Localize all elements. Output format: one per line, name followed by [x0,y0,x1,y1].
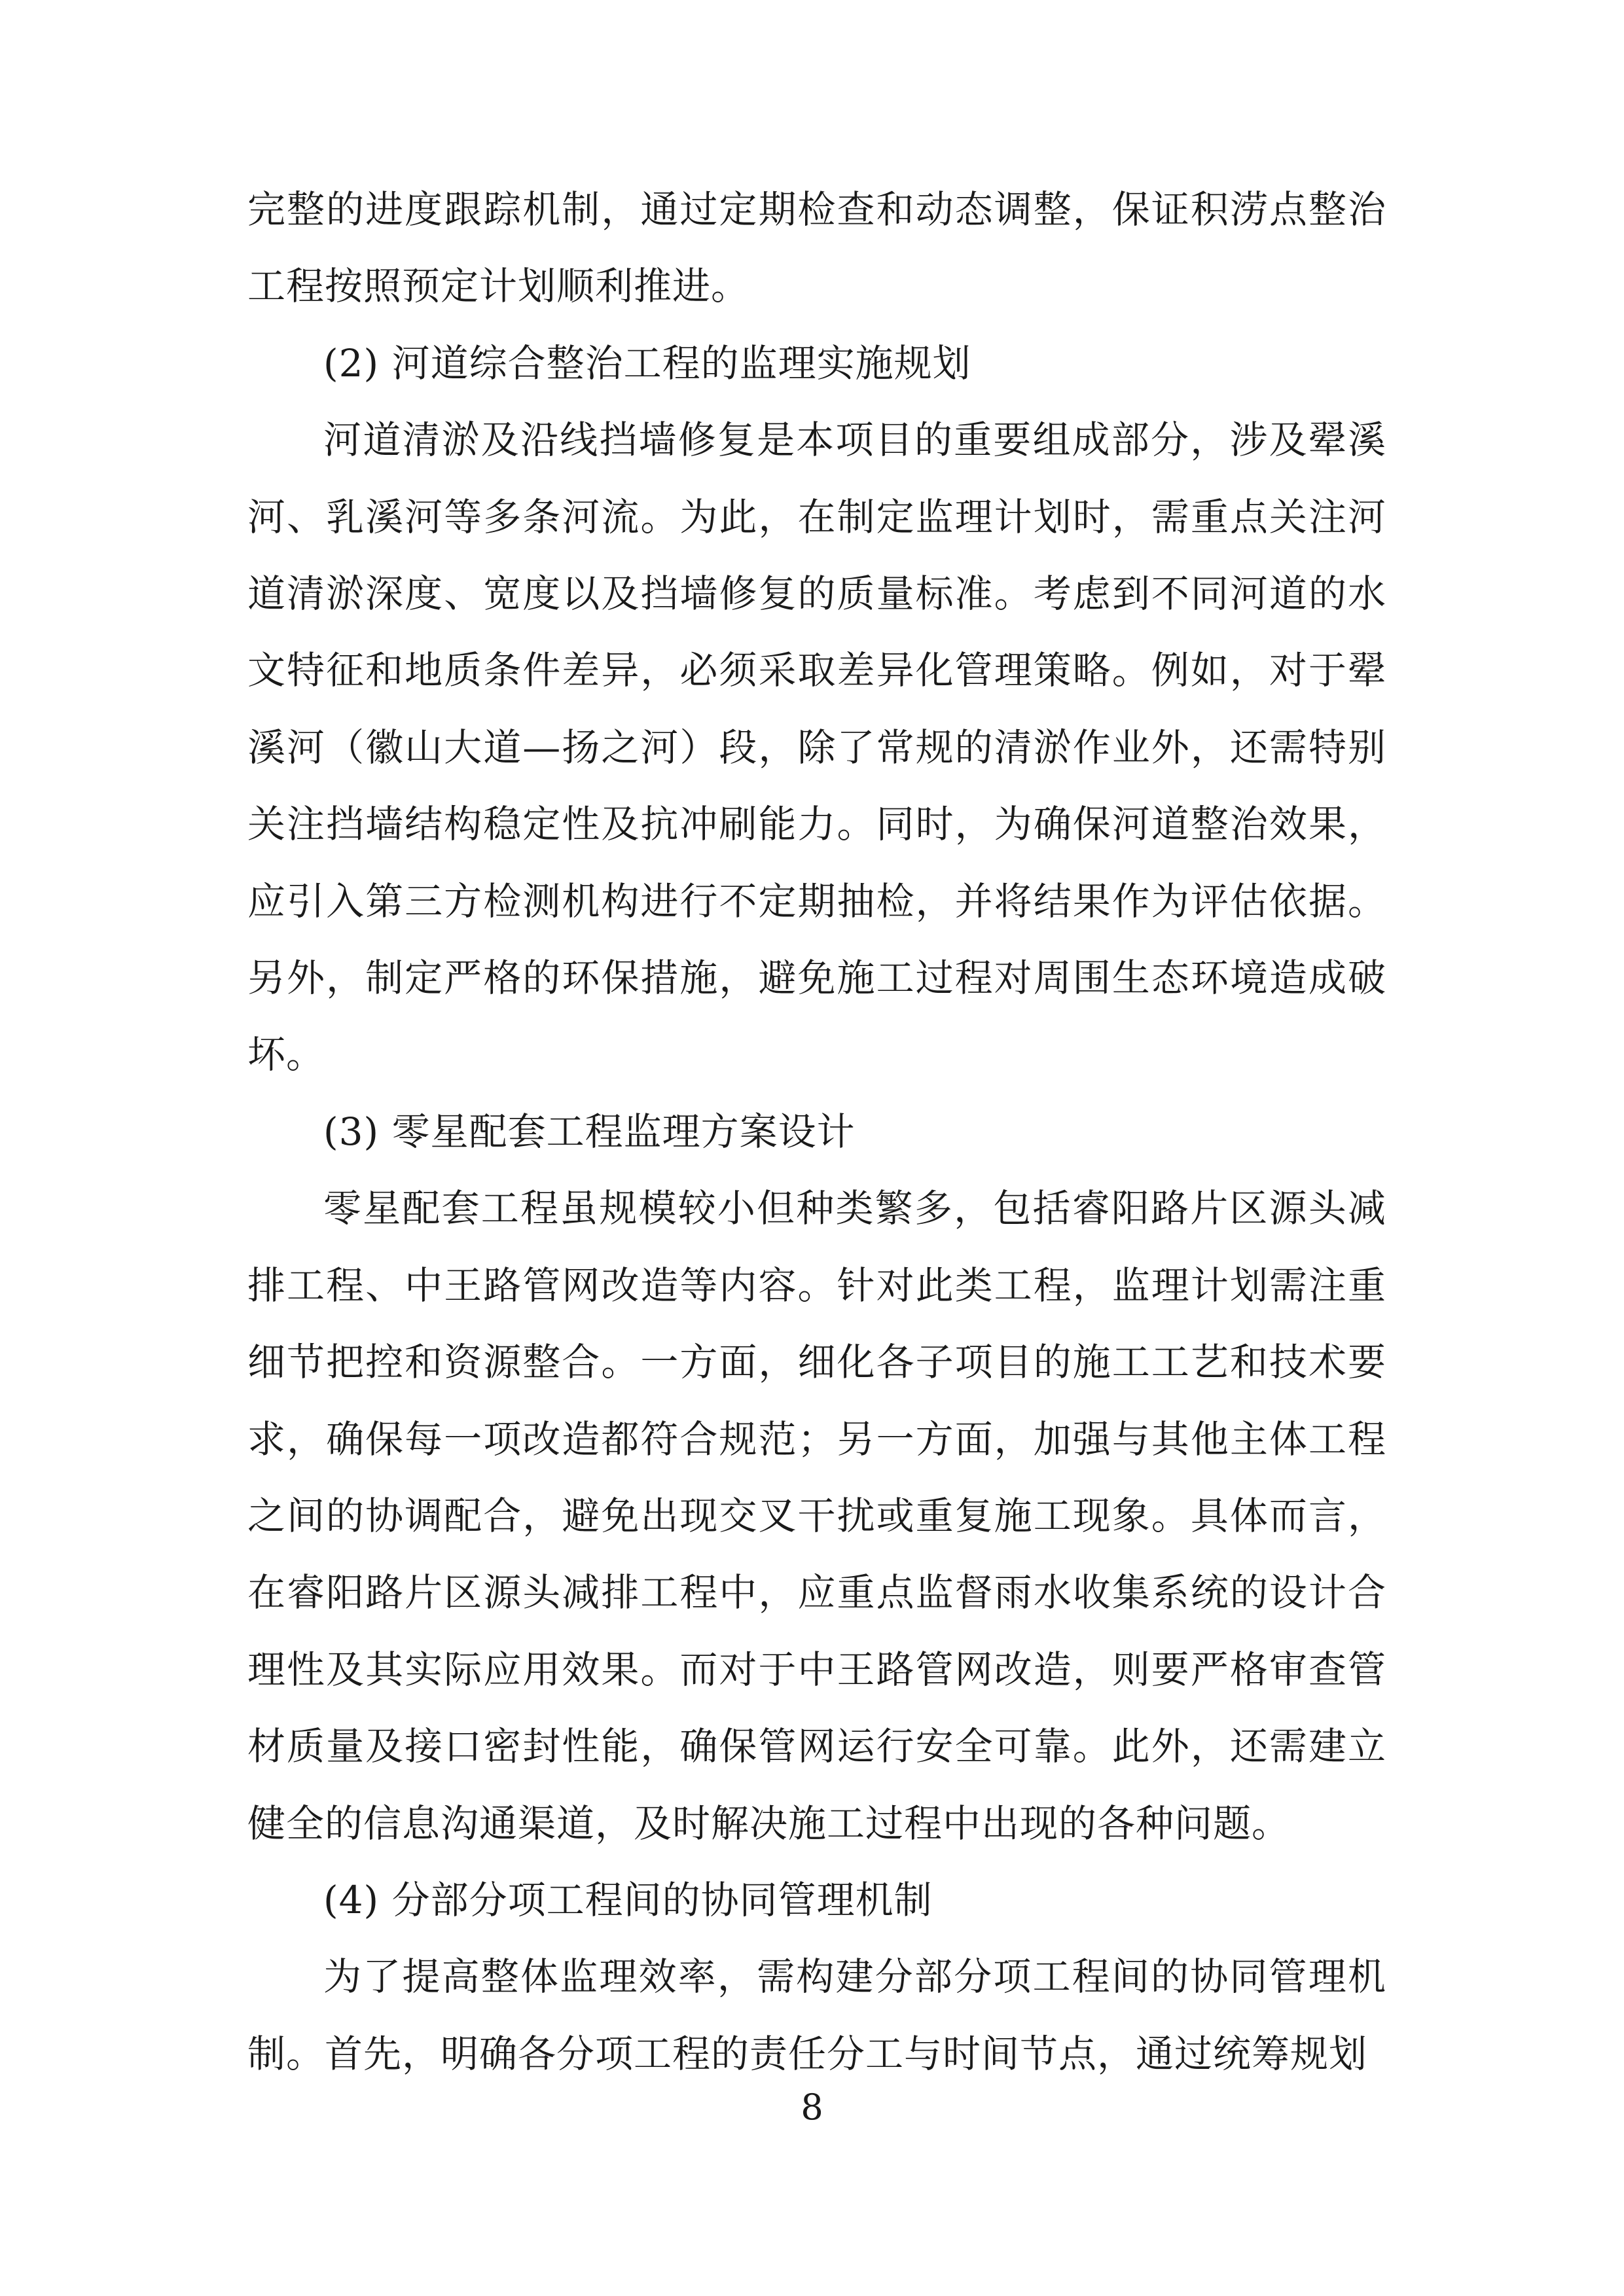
paragraph-coordination-mechanism: 为了提高整体监理效率，需构建分部分项工程间的协同管理机制。首先，明确各分项工程的责任分工与时间节点，通过统筹规划 [247,1954,1386,2076]
paragraph-river-remediation: 河道清淤及沿线挡墙修复是本项目的重要组成部分，涉及翚溪河、乳溪河等多条河流。为此，在制定监理计划时，需重点关注河道清淤深度、宽度以及挡墙修复的质量标准。考虑到不同河道的水文特征和地质条件差异，必须采取差异化管理策略。例如，对于翚溪河（徽山大道—扬之河）段，除了常规的清淤作业外，还需特别关注挡墙结构稳定性及抗冲刷能力。同时，为确保河道整治效果，应引入第三方检测机构进行不定期抽检，并将结果作为评估依据。另外，制定严格的环保措施，避免施工过程对周围生态环境造成破坏。 [247,418,1386,1077]
section-heading-river-remediation: (2) 河道综合整治工程的监理实施规划 [323,340,971,386]
page-number: 8 [801,2087,823,2128]
paragraph-supporting-works: 零星配套工程虽规模较小但种类繁多，包括睿阳路片区源头减排工程、中王路管网改造等内容。针对此类工程，监理计划需注重细节把控和资源整合。一方面，细化各子项目的施工工艺和技术要求，确保每一项改造都符合规范；另一方面，加强与其他主体工程之间的协调配合，避免出现交叉干扰或重复施工现象。具体而言，在睿阳路片区源头减排工程中，应重点监督雨水收集系统的设计合理性及其实际应用效果。而对于中王路管网改造，则要严格审查管材质量及接口密封性能，确保管网运行安全可靠。此外，还需建立健全的信息沟通渠道，及时解决施工过程中出现的各种问题。 [247,1186,1386,1846]
section-heading-supporting-works: (3) 零星配套工程监理方案设计 [323,1109,856,1154]
section-heading-coordination-mechanism: (4) 分部分项工程间的协同管理机制 [323,1877,933,1922]
paragraph-progress-tracking-continuation: 完整的进度跟踪机制，通过定期检查和动态调整，保证积涝点整治工程按照预定计划顺利推进。 [247,187,1386,309]
page-body [247,171,1386,2092]
